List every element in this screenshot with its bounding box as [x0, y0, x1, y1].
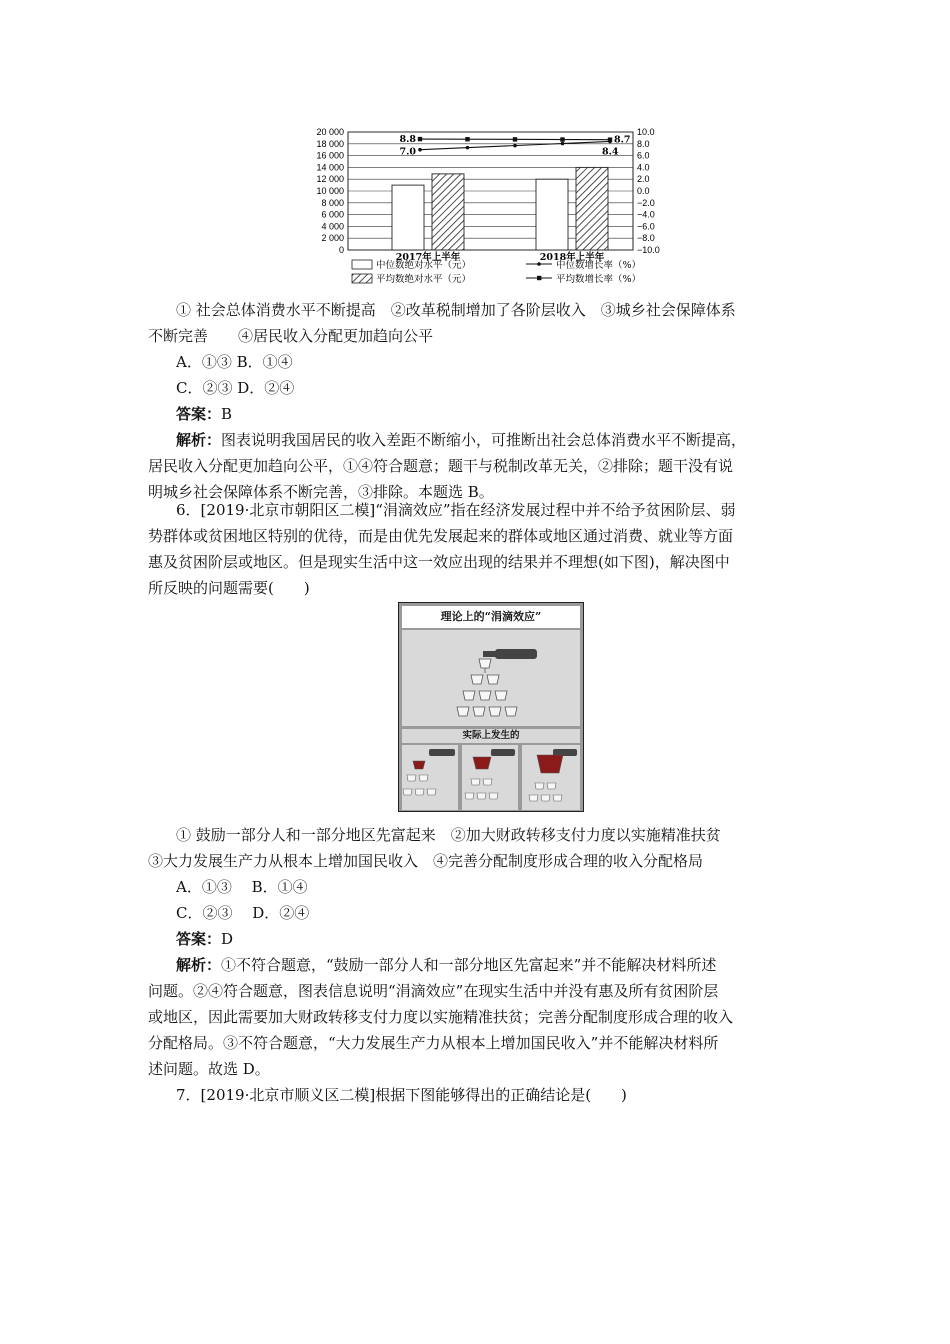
- y-left-tick-label: 4 000: [321, 221, 344, 232]
- marker-mean: [418, 137, 422, 141]
- y-right-tick-label: −6.0: [637, 221, 655, 232]
- y-right-tick-label: 2.0: [637, 174, 650, 185]
- figure-title-actual: 实际上发生的: [402, 729, 580, 743]
- legend-label-median: 中位数绝对水平（元）: [376, 260, 472, 271]
- q6-analysis-label: 解析：: [176, 956, 222, 974]
- q6-stem-line-1: 6．[2019·北京市朝阳区二模]“涓滴效应”指在经济发展过程中并不给予贫困阶层、弱: [176, 501, 736, 519]
- q5-analysis-line-1: 解析：图表说明我国居民的收入差距不断缩小，可推断出社会总体消费水平不断提高，: [176, 431, 747, 449]
- trickle-down-figure: [398, 602, 584, 812]
- q6-answer-label: 答案：: [176, 930, 222, 948]
- y-right-tick-label: −4.0: [637, 209, 655, 220]
- q6-options-line-1: A．①③ B．①④: [176, 878, 308, 896]
- marker-median: [513, 144, 517, 148]
- question-6-stem: [148, 497, 820, 601]
- data-label: 8.4: [602, 146, 619, 158]
- q5-options-line-1: A．①③ B．①④: [176, 353, 293, 371]
- data-label: 8.8: [399, 134, 416, 146]
- bar-median: [392, 185, 424, 250]
- q5-analysis-label: 解析：: [176, 431, 222, 449]
- bar-median: [536, 179, 568, 250]
- q6-answer: [148, 926, 820, 952]
- legend-label-mean: 平均数绝对水平（元）: [376, 274, 472, 285]
- y-right-tick-label: 6.0: [637, 150, 650, 161]
- y-right-tick-label: −8.0: [637, 233, 655, 244]
- q6-analysis-line-2: 问题。②④符合题意，图表信息说明“涓滴效应”在现实生活中并没有惠及所有贫困阶层: [148, 982, 719, 1000]
- y-right-tick-label: 4.0: [637, 162, 650, 173]
- marker-mean: [513, 137, 517, 141]
- q6-stem-line-4: 所反映的问题需要( ): [148, 579, 310, 597]
- y-right-tick-label: 0.0: [637, 186, 650, 196]
- y-left-tick-label: 0: [338, 245, 344, 255]
- legend-marker-median: [537, 262, 541, 266]
- q5-answer-value: B: [221, 405, 233, 423]
- figure-title-theory: 理论上的“涓滴效应”: [402, 606, 580, 628]
- q5-analysis-line-2: 居民收入分配更加趋向公平，①④符合题意；题干与税制改革无关，②排除；题干没有说: [148, 457, 734, 475]
- q6-analysis-line-3: 或地区，因此需要加大财政转移支付力度以实施精准扶贫；完善分配制度形成合理的收入: [148, 1008, 734, 1026]
- x-category-label: 2017年上半年: [395, 252, 461, 263]
- q6-analysis-line-5: 述问题。故选 D。: [148, 1060, 270, 1078]
- q5-statement-line-2: 不断完善 ④居民收入分配更加趋向公平: [148, 327, 434, 345]
- y-left-tick-label: 16 000: [316, 150, 344, 161]
- marker-mean: [608, 137, 612, 141]
- q6-options-line-2: C．②③ D．②④: [176, 904, 310, 922]
- y-right-tick-label: −2.0: [637, 197, 655, 208]
- y-left-tick-label: 18 000: [316, 138, 344, 149]
- q7-stem-line-1: 7．[2019·北京市顺义区二模]根据下图能够得出的正确结论是( ): [176, 1086, 627, 1104]
- q6-statement-line-1: ① 鼓励一部分人和一部分地区先富起来 ②加大财政转移支付力度以实施精准扶贫: [176, 826, 721, 844]
- data-label: 7.0: [399, 146, 416, 158]
- marker-median: [418, 148, 422, 152]
- bar-mean: [576, 167, 608, 250]
- legend-swatch-mean: [352, 274, 372, 283]
- x-category-label: 2018年上半年: [539, 252, 605, 263]
- q5-answer-label: 答案：: [176, 405, 222, 423]
- income-chart: [300, 122, 670, 294]
- q6-analysis-line-1: 解析：①不符合题意，“鼓励一部分人和一部分地区先富起来”并不能解决材料所述: [176, 956, 717, 974]
- q6-analysis-line-4: 分配格局。③不符合题意，“大力发展生产力从根本上增加国民收入”并不能解决材料所: [148, 1034, 719, 1052]
- q6-statement-line-2: ③大力发展生产力从根本上增加国民收入 ④完善分配制度形成合理的收入分配格局: [148, 852, 704, 870]
- y-left-tick-label: 20 000: [316, 127, 344, 137]
- legend-marker-mean: [537, 276, 541, 280]
- y-left-tick-label: 8 000: [321, 197, 344, 208]
- q5-analysis-line-3: 明城乡社会保障体系不断完善，③排除。本题选 B。: [148, 483, 494, 501]
- y-left-tick-label: 12 000: [316, 174, 344, 185]
- q6-stem-line-2: 势群体或贫困地区特别的优待，而是由优先发展起来的群体或地区通过消费、就业等方面: [148, 527, 734, 545]
- marker-mean: [465, 137, 469, 141]
- bar-mean: [432, 174, 464, 250]
- question-5: [148, 297, 820, 505]
- q5-statement-line-1: ① 社会总体消费水平不断提高 ②改革税制增加了各阶层收入 ③城乡社会保障体系: [176, 301, 736, 319]
- marker-median: [561, 142, 565, 146]
- y-left-tick-label: 6 000: [321, 209, 344, 220]
- legend-label-median-growth: 中位数增长率（%）: [556, 260, 642, 271]
- q6-answer-value: D: [221, 930, 234, 948]
- y-right-tick-label: 10.0: [637, 127, 655, 137]
- marker-mean: [560, 137, 564, 141]
- y-left-tick-label: 2 000: [321, 233, 344, 244]
- q6-stem-line-3: 惠及贫困阶层或地区。但是现实生活中这一效应出现的结果并不理想(如下图)，解决图中: [148, 553, 730, 571]
- legend-label-mean-growth: 平均数增长率（%）: [556, 274, 642, 285]
- question-6-body: [148, 822, 820, 1108]
- y-left-tick-label: 10 000: [316, 186, 344, 196]
- marker-median: [466, 146, 470, 150]
- q5-answer: [148, 401, 820, 427]
- legend-swatch-median: [352, 260, 372, 269]
- q5-options-line-2: C．②③ D．②④: [176, 379, 295, 397]
- data-label: 8.7: [614, 134, 631, 146]
- y-right-tick-label: 8.0: [637, 138, 650, 149]
- y-left-tick-label: 14 000: [316, 162, 344, 173]
- y-right-tick-label: −10.0: [637, 245, 660, 255]
- trickle-down-illustration: [399, 603, 585, 813]
